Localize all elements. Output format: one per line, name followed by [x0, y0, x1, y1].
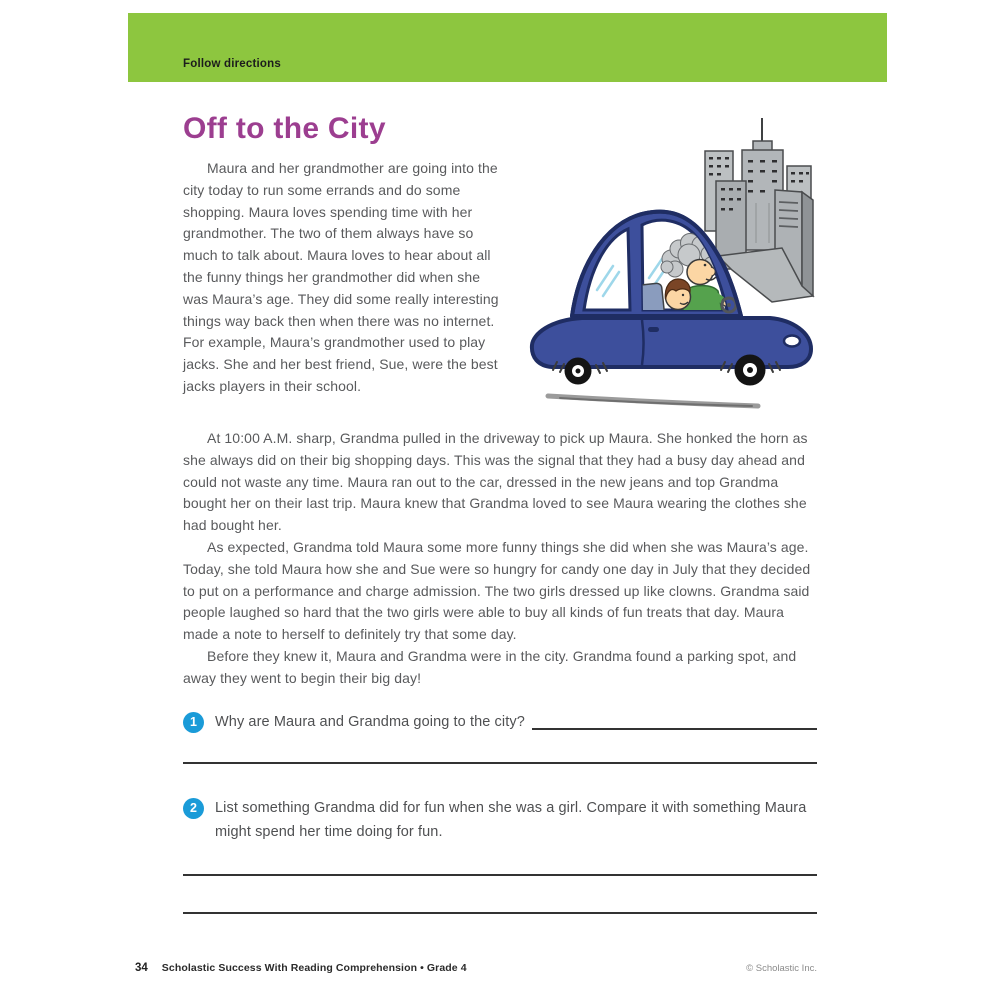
- story-paragraph-3: As expected, Grandma told Maura some more funny things she did when she was Maura’s age. Today, she told Maura how she and Sue were so hungry for candy one day in July that they decided to put on a performance and charge admission. The two girls dressed up like clowns. Grandma said people laughed so hard that the two girls were able to buy all kinds of fun treats that day. Maura made a note to herself to definitely try that some day.: [183, 538, 811, 643]
- story-paragraph-1: Maura and her grandmother are going into the city today to run some errands and do some shopping. Maura loves spending time with her grandmother. The two of them always have so much to talk about. Maura loves to hear about all the funny things her grandmother did when she was Maura’s age. They did some really interesting things way back then when there was no internet. For example, Maura’s grandmother used to play jacks. She and her best friend, Sue, were the best jacks players in their school.: [183, 160, 499, 394]
- front-wheel: [735, 355, 766, 386]
- page-title: Off to the City: [183, 112, 386, 145]
- answer-line: [183, 874, 817, 876]
- question-1-inline-blank: [532, 710, 817, 730]
- car-city-svg: [520, 108, 870, 418]
- story-paragraph-4: Before they knew it, Maura and Grandma were in the city. Grandma found a parking spot, and away they went to begin their big day!: [183, 647, 797, 686]
- book-title: Scholastic Success With Reading Comprehension • Grade 4: [161, 962, 467, 974]
- question-2-text: List something Grandma did for fun when she was a girl. Compare it with something Maura might spend her time doing for fun.: [215, 799, 807, 840]
- headlight: [784, 336, 800, 347]
- grandma-eye: [704, 264, 707, 267]
- question-1-text: Why are Maura and Grandma going to the city?: [215, 713, 525, 730]
- rear-wheel: [565, 358, 592, 385]
- question-2-number-badge: 2: [183, 798, 204, 819]
- answer-line: [183, 762, 817, 764]
- content-area: [183, 113, 817, 914]
- car-city-illustration: [520, 108, 870, 418]
- copyright-notice: © Scholastic Inc.: [746, 963, 817, 974]
- answer-line: [183, 912, 817, 914]
- door-handle: [648, 327, 659, 332]
- question-1: [183, 710, 817, 734]
- header-bar: [128, 13, 887, 82]
- skill-label: Follow directions: [183, 58, 281, 70]
- question-2: [183, 796, 817, 844]
- page-number: 34: [135, 962, 148, 974]
- question-1-number-badge: 1: [183, 712, 204, 733]
- story-paragraph-2: At 10:00 A.M. sharp, Grandma pulled in the driveway to pick up Maura. She honked the horn as she always did on their big shopping days. This was the signal that they had a busy day ahead and could not waste any time. Maura ran out to the car, dressed in the new jeans and top Grandma bought her on their last trip. Maura knew that Grandma loved to see Maura wearing the clothes she had bought her.: [183, 430, 808, 534]
- page-footer: [135, 962, 817, 974]
- child-eye: [682, 294, 684, 296]
